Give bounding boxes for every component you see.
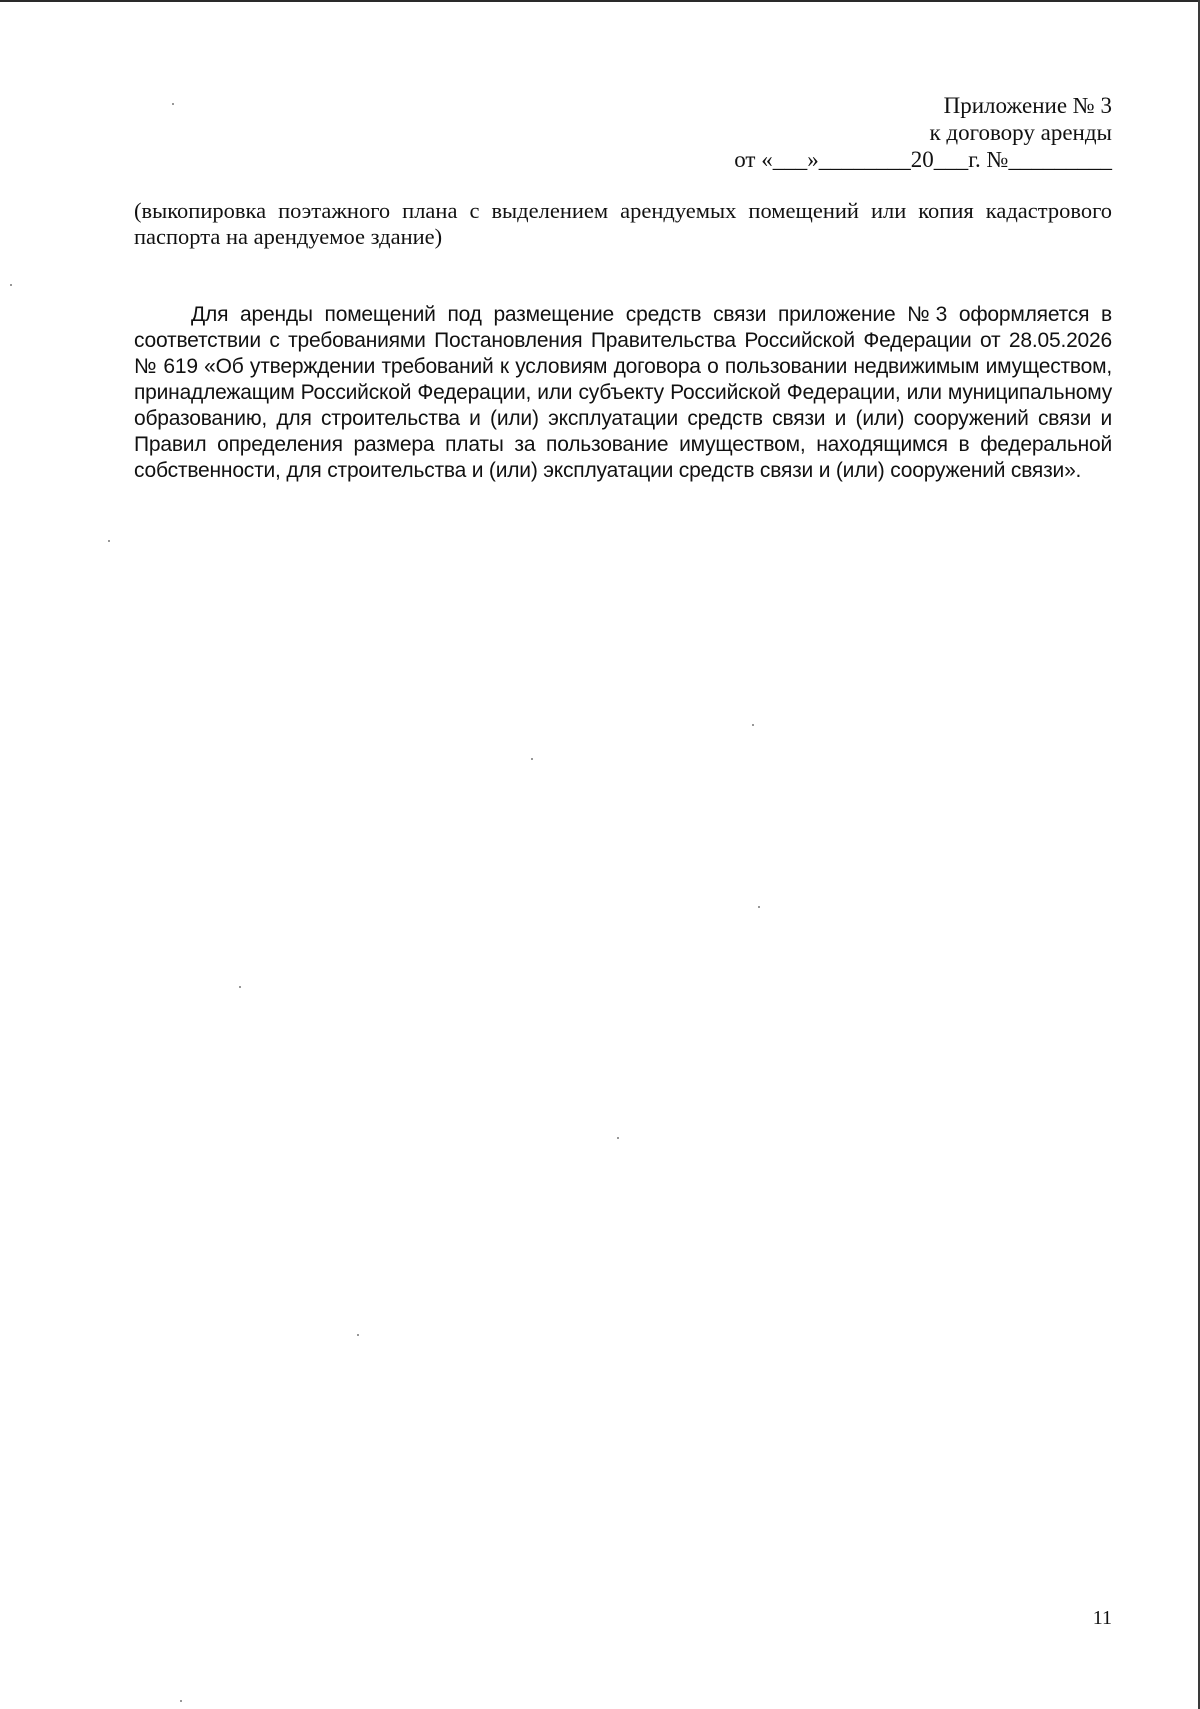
scan-speck	[172, 103, 174, 105]
body-paragraph: Для аренды помещений под размещение средств связи приложение №3 оформляется в соответствии с требованиями Постановления Правительства Российской Федерации от 28.05.2026 № 619 «Об утверждении требований к условиям договора о пользовании недвижимым имуществом, принадлежащим Российской Федерации, или субъекту Российской Федерации, или муниципальному образованию, для строительства и (или) эксплуатации средств связи и (или) сооружений связи и Правил определения размера платы за пользование имуществом, находящимся в федеральной собственности, для строительства и (или) эксплуатации средств связи и (или) сооружений связи».	[134, 303, 1112, 482]
scan-speck	[108, 540, 110, 542]
appendix-title: Приложение № 3	[943, 93, 1112, 118]
contract-date-number-line: от «___»________20___г. №_________	[734, 147, 1112, 172]
appendix-description: (выкопировка поэтажного плана с выделением арендуемых помещений или копия кадастрового паспорта на арендуемое здание)	[134, 198, 1112, 249]
scan-speck	[752, 724, 754, 726]
scan-speck	[531, 758, 533, 760]
appendix-header	[734, 92, 1112, 173]
scan-speck	[758, 906, 760, 908]
scan-speck	[239, 986, 241, 988]
scan-speck	[10, 284, 12, 286]
scan-speck	[357, 1334, 359, 1336]
appendix-subtitle: к договору аренды	[929, 120, 1112, 145]
scan-speck	[617, 1137, 619, 1139]
page-number: 11	[1092, 1607, 1112, 1629]
scan-speck	[180, 1700, 182, 1702]
scan-top-border	[0, 0, 1200, 2]
